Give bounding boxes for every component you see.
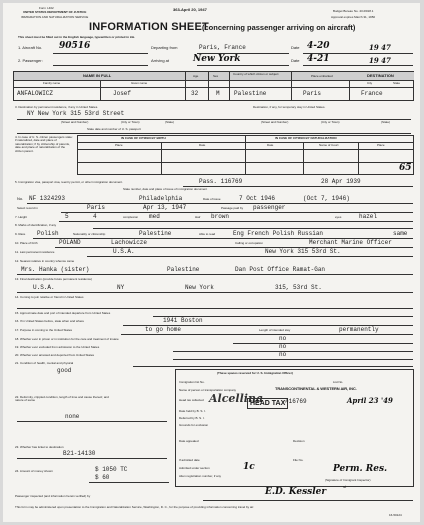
footer-note: This form may be administered upon presentation to the Immigration and Naturalization Service, Washington, D. C., for the purpose of providing information concerning travel by air. bbox=[15, 505, 255, 509]
footer-code: 16-50124 bbox=[389, 513, 402, 517]
department-line: UNITED STATES DEPARTMENT OF JUSTICE bbox=[23, 10, 87, 14]
handwritten-number: 65 bbox=[399, 163, 412, 173]
able-to-read-label: Able to read bbox=[199, 232, 216, 236]
final-destination-state: NY bbox=[117, 284, 125, 291]
height-label: 7. Height bbox=[15, 215, 28, 219]
line5-caption: State number, date and place of issue of immigration document bbox=[123, 187, 208, 191]
city-header: City bbox=[367, 81, 373, 85]
occupation-label: Calling or occupation bbox=[235, 241, 264, 245]
final-destination-address: 315, 53rd St. bbox=[275, 284, 322, 291]
passport-number-value: NF 1324293 bbox=[29, 195, 66, 202]
money-value: $ 1050 TC bbox=[95, 466, 128, 473]
family-name-value: ANFALOWICZ bbox=[17, 90, 54, 97]
head-tax-stamp: HEAD TAX bbox=[247, 398, 288, 409]
nearest-relative-address: Dan Post Office Ramat-Gan bbox=[235, 266, 326, 273]
head-tax-label: Head tax collected bbox=[179, 398, 204, 402]
deformity-label: 22. Deformity, crippled condition, length of time and cause thereof, and nature of same bbox=[15, 395, 109, 403]
ticket-value: B21-14130 bbox=[63, 450, 96, 457]
permanent-address-value: NY New York 315 53rd Street bbox=[27, 110, 125, 117]
file-no-label: File No. bbox=[293, 458, 304, 462]
destination-value: France bbox=[361, 90, 383, 97]
passage-paid-value: passenger bbox=[253, 204, 286, 211]
street-number-caption: (Street and Number) bbox=[61, 120, 89, 124]
birth-city-value: Lachowicze bbox=[111, 239, 148, 246]
form-subtitle: (concerning passenger arriving on aircraft) bbox=[202, 23, 356, 32]
deferred-label: Deferred by B. S. I. bbox=[179, 416, 205, 420]
citizen-by-birth-header: IN CASE OF CITIZEN BY BIRTH bbox=[121, 136, 166, 140]
head-tax-date: April 23 '49 bbox=[347, 396, 393, 405]
citizen-by-naturalization-header: IN CASE OF CITIZEN BY NATURALIZATION bbox=[275, 136, 337, 140]
city-town-caption-2: (City or Town) bbox=[321, 120, 340, 124]
natz-place-header: Place bbox=[377, 143, 385, 147]
arriving-label: Arriving at bbox=[151, 58, 170, 63]
arriving-value: New York bbox=[193, 54, 241, 64]
line4-label: 4. In case of U. S. citizen passengers state: if naturalized, date and place of naturalization; if by citizenship of parents, date and place of naturalization of the citizen parent. bbox=[15, 135, 73, 153]
race-label: 9. Race bbox=[15, 232, 26, 236]
given-name-value: Josef bbox=[113, 90, 132, 97]
decision-label: Decision bbox=[293, 439, 305, 443]
date-of-issue-label: Date of issue bbox=[203, 197, 221, 201]
inspected-by-signature: E.D. Kessler bbox=[265, 487, 327, 497]
hair-label: Hair bbox=[195, 215, 201, 219]
marks-label: 8. Marks of identification, if any bbox=[15, 223, 57, 227]
immigration-list-label: Immigration list No. bbox=[179, 380, 205, 384]
final-destination-label: 13. Final destination (provide future permanent residence) bbox=[15, 277, 93, 281]
date-held-label: Date held by B. S. I. bbox=[179, 409, 206, 413]
officer-signature-1: Alcellina bbox=[209, 392, 264, 405]
final-destination-country: U.S.A. bbox=[33, 284, 55, 291]
deported-label: 20. Whether ever arrested and deported from United States bbox=[15, 353, 95, 357]
name-of-court-header: Name of Court bbox=[319, 143, 339, 147]
inspected-by-label: Passenger inspected (and information herein verified) by bbox=[15, 494, 91, 498]
coming-to-join-label: 14. Coming to join relative or friend in United States bbox=[15, 295, 84, 299]
form-title: INFORMATION SHEET bbox=[89, 21, 209, 33]
previous-visit-label: 16. If in United States before, state when and where bbox=[15, 319, 85, 323]
sex-value: M bbox=[216, 90, 220, 97]
approval-expiry: Approval expires March 31, 1950 bbox=[331, 15, 376, 19]
age-value: 32 bbox=[191, 90, 199, 97]
last-residence-label: 11. Last permanent residence bbox=[15, 250, 55, 254]
select-record-label: Select record in bbox=[17, 206, 38, 210]
race-value: Polish bbox=[37, 230, 59, 237]
state-header: State bbox=[393, 81, 401, 85]
date-stamp: 363-April 20, 1947 bbox=[173, 7, 207, 12]
inspector-signature-caption: (Signature of Immigrant Inspector) bbox=[325, 478, 371, 482]
line5-label: 5. Immigration visa, passport visa, reentry permit, or other immigration document. bbox=[15, 180, 123, 184]
line6-no-label: No. bbox=[17, 196, 24, 201]
height-feet: 5 bbox=[65, 213, 69, 220]
form-number: Form I-402 bbox=[39, 6, 54, 10]
immigration-document-date: 28 Apr 1939 bbox=[321, 178, 361, 185]
inspector-signature: Perm. Res. bbox=[333, 464, 388, 474]
occupation-value: Merchant Marine Officer bbox=[309, 239, 392, 246]
service-line: IMMIGRATION AND NATURALIZATION SERVICE bbox=[21, 15, 89, 19]
head-tax-number: #16769 bbox=[285, 398, 307, 405]
departing-value: Paris, France bbox=[199, 44, 246, 51]
nationality-label: Nationality or citizenship bbox=[73, 232, 106, 236]
natz-date-header: Date bbox=[267, 143, 274, 147]
city-town-caption: (City or Town) bbox=[121, 120, 140, 124]
final-destination-city: New York bbox=[185, 284, 214, 291]
money-label: 24. Amount of money shown bbox=[15, 469, 53, 473]
passport-issued-place: Philadelphia bbox=[139, 195, 183, 202]
date-of-issue-stamp: (Oct 7, 1946) bbox=[303, 195, 350, 202]
departing-label: Departing from bbox=[151, 45, 178, 50]
line3b-label: Destination, if any, for temporary stay in United States. bbox=[253, 105, 326, 109]
select-record-value: Paris bbox=[87, 204, 106, 211]
place-of-birth-label: 10. Place of birth bbox=[15, 241, 38, 245]
date-of-issue-value: 7 Oct 1946 bbox=[239, 195, 276, 202]
citizen-value: Palestine bbox=[234, 90, 267, 97]
languages-value: Eng French Polish Russian bbox=[233, 230, 324, 237]
date-label-1: Date bbox=[291, 45, 300, 50]
grounds-label: Grounds for exclusion bbox=[179, 423, 209, 427]
last-residence-country: U.S.A. bbox=[113, 248, 135, 255]
place-embarked-header: Place embarked bbox=[311, 74, 333, 78]
destination-header: DESTINATION bbox=[367, 73, 394, 78]
footer-st: st bbox=[343, 484, 347, 489]
departure-year: 19 47 bbox=[369, 43, 391, 52]
name-in-full-header: NAME IN FULL bbox=[83, 73, 112, 78]
length-of-stay-value: permanently bbox=[339, 326, 379, 333]
nationality-value: Palestine bbox=[139, 230, 172, 237]
us-passport-note: State date and number of U. S. passport bbox=[87, 127, 141, 131]
date-appealed-label: Date appealed bbox=[179, 439, 199, 443]
select-record-date: Apr 13, 1947 bbox=[143, 204, 187, 211]
admitted-section-label: Admitted under section bbox=[179, 466, 210, 470]
information-sheet-page bbox=[3, 3, 420, 522]
purpose-label: 17. Purpose in coming to the United States bbox=[15, 328, 73, 332]
departure-date-port-label: 15. Approximate date and port of intended departure from United States bbox=[15, 311, 111, 315]
birth-date-header: Date bbox=[199, 143, 206, 147]
transport-company-label: Name of person or transportation company bbox=[179, 388, 237, 392]
family-name-header: Family name bbox=[43, 81, 61, 85]
birth-country-value: POLAND bbox=[59, 239, 81, 246]
state-caption-2: (State) bbox=[381, 120, 391, 124]
age-header: Age bbox=[193, 74, 199, 78]
length-of-stay-label: Length of intended stay bbox=[259, 328, 291, 332]
excluded-label: 19. Whether ever excluded from admission to the United States bbox=[15, 345, 100, 349]
nearest-relative-label: 12. Nearest relative in country whence came bbox=[15, 259, 75, 263]
nearest-relative-name: Mrs. Hanka (sister) bbox=[21, 266, 90, 273]
previous-visit-value: 1941 Boston bbox=[163, 317, 203, 324]
country-citizen-header: Country of which citizen or subject bbox=[233, 72, 279, 76]
embarked-value: Paris bbox=[303, 90, 322, 97]
deformity-value: none bbox=[65, 413, 80, 420]
complexion-value: med bbox=[149, 213, 160, 220]
fill-instruction: This sheet must be filled out in the English language, typewritten or printed in ink. bbox=[18, 35, 136, 39]
eyes-value: hazel bbox=[359, 213, 378, 220]
arrival-year: 19 47 bbox=[369, 56, 391, 65]
alien-registration-label: Alien registration number, if any bbox=[179, 474, 222, 478]
last-residence-address: New York 315 53rd St. bbox=[265, 248, 341, 255]
street-number-caption-2: (Street and Number) bbox=[261, 120, 289, 124]
ticket-label: 23. Whether has ticket to destination bbox=[15, 445, 64, 449]
date-label-2: Date bbox=[291, 58, 300, 63]
same-value: same bbox=[393, 230, 408, 237]
passenger-label: 2. Passenger: bbox=[18, 58, 43, 63]
given-name-header: Given name bbox=[131, 81, 148, 85]
state-caption: (State) bbox=[165, 120, 175, 124]
immigration-document-value: Pass. 116769 bbox=[199, 178, 243, 185]
if-admitted-label: If admitted date bbox=[179, 458, 200, 462]
height-inches: 4 bbox=[93, 213, 97, 220]
arrival-date: 4-21 bbox=[307, 54, 330, 64]
aircraft-label: 1. Aircraft No. bbox=[18, 45, 43, 50]
passage-paid-label: Passage paid by bbox=[221, 206, 244, 210]
prison-label: 18. Whether ever in prison or in institution for the care and treatment of insane bbox=[15, 337, 119, 341]
complexion-label: complexion bbox=[123, 215, 139, 219]
line3-label: 3. Destination by permanent residence, if any in United States. bbox=[15, 105, 99, 109]
health-label: 21. Condition of health, mental and physical bbox=[15, 361, 74, 365]
money-value-2: $ 60 bbox=[95, 474, 110, 481]
eyes-label: eyes bbox=[335, 215, 342, 219]
officer-box-header: (These spaces reserved for U. S. Immigration Officer) bbox=[217, 371, 293, 375]
health-value: good bbox=[57, 367, 72, 374]
excluded-value: no bbox=[279, 343, 287, 350]
list-no-label: List No. bbox=[333, 380, 344, 384]
transport-company-value: TRANSCONTINENTAL & WESTERN AIR, INC. bbox=[275, 386, 357, 391]
prison-value: no bbox=[279, 335, 287, 342]
sex-header: Sex bbox=[213, 74, 219, 78]
nearest-relative-country: Palestine bbox=[167, 266, 200, 273]
hair-value: brown bbox=[211, 213, 230, 220]
purpose-value: to go home bbox=[145, 326, 182, 333]
deported-value: no bbox=[279, 351, 287, 358]
section-value: 1c bbox=[243, 462, 255, 472]
budget-bureau-number: Budget Bureau No. 43-R018.1 bbox=[333, 9, 374, 13]
birth-place-header: Place bbox=[115, 143, 123, 147]
aircraft-number: 90516 bbox=[59, 41, 91, 51]
departure-date: 4-20 bbox=[307, 41, 330, 51]
